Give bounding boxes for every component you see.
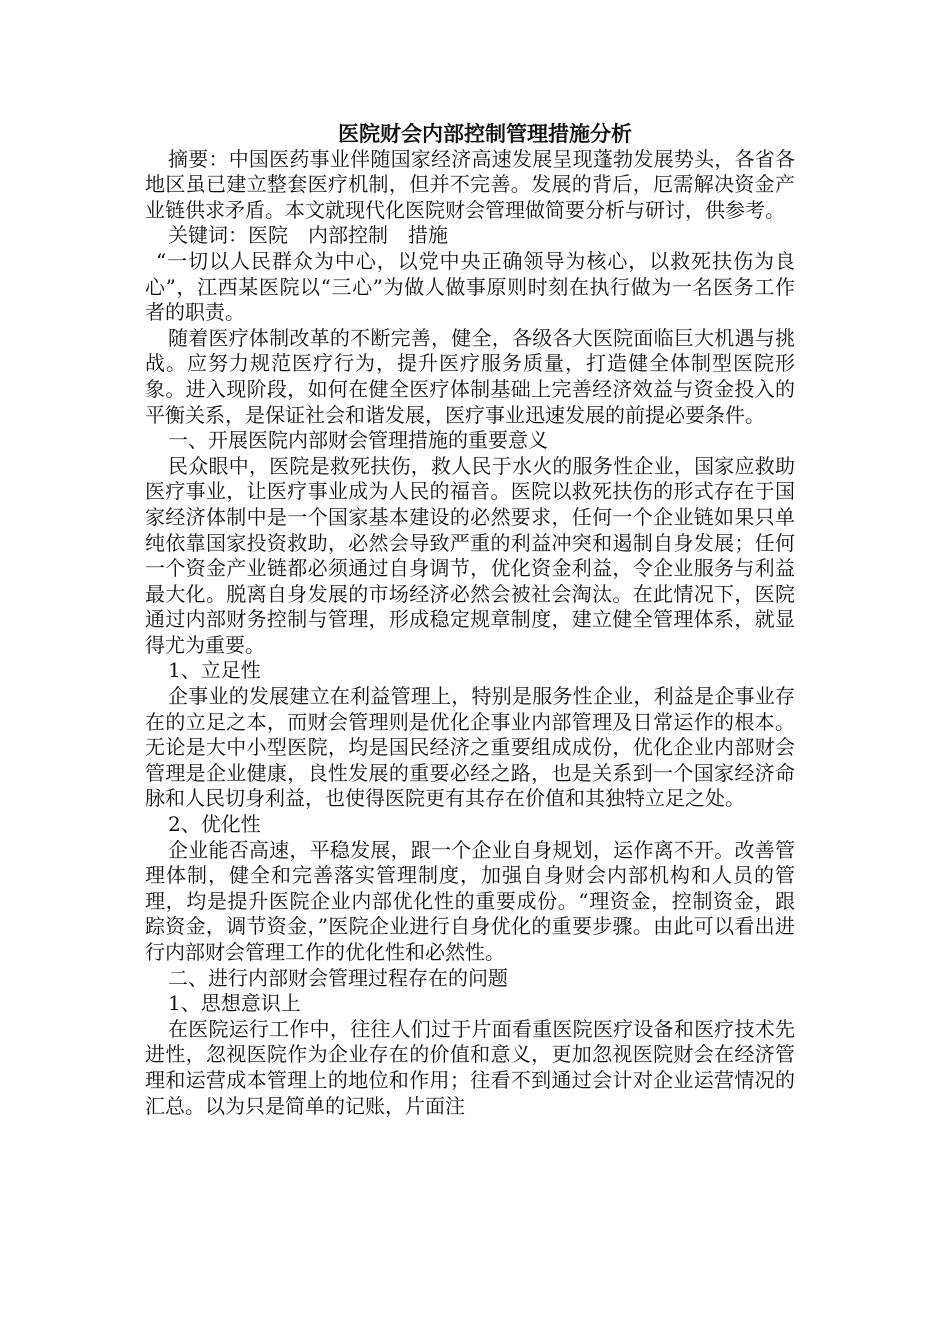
intro-paragraph-2: 随着医疗体制改革的不断完善，健全，各级各大医院面临巨大机遇与挑战。应努力规范医疗行为，提升医疗服务质量，打造健全体制型医院形象。进入现阶段，如何在健全医疗体制基础上完善经济效益与资金投入的平衡关系，是保证社会和谐发展，医疗事业迅速发展的前提必要条件。 [145, 325, 795, 427]
document-title: 医院财会内部控制管理措施分析 [338, 121, 632, 146]
section-1-heading: 一、开展医院内部财会管理措施的重要意义 [168, 428, 548, 453]
subsection-2-paragraph: 企业能否高速，平稳发展，跟一个企业自身规划，运作离不开。改善管理体制，健全和完善落实管理制度，加强自身财会内部机构和人员的管理，均是提升医院企业内部优化性的重要成份。“理资金，控制资金，跟踪资金，调节资金，”医院企业进行自身优化的重要步骤。由此可以看出进行内部财会管理工作的优化性和必然性。 [145, 837, 795, 964]
subsection-1-heading: 1、立足性 [168, 658, 261, 683]
abstract-paragraph: 摘要：中国医药事业伴随国家经济高速发展呈现蓬勃发展势头，各省各地区虽已建立整套医疗机制，但并不完善。发展的背后，厄需解决资金产业链供求矛盾。本文就现代化医院财会管理做简要分析与研讨，供参考。 [145, 146, 795, 222]
section-1-paragraph: 民众眼中，医院是救死扶伤，救人民于水火的服务性企业，国家应救助医疗事业，让医疗事业成为人民的福音。医院以救死扶伤的形式存在于国家经济体制中是一个国家基本建设的必然要求，任何一个企业链如果只单纯依靠国家投资救助，必然会导致严重的利益冲突和遏制自身发展；任何一个资金产业链都必须通过自身调节，优化资金利益，令企业服务与利益最大化。脱离自身发展的市场经济必然会被社会淘汰。在此情况下，医院通过内部财务控制与管理，形成稳定规章制度，建立健全管理体系，就显得尤为重要。 [145, 453, 795, 657]
keywords-line: 关键词：医院 内部控制 措施 [168, 223, 448, 248]
subsection-3-paragraph: 在医院运行工作中，往往人们过于片面看重医院医疗设备和医疗技术先进性，忽视医院作为企业存在的价值和意义，更加忽视医院财会在经济管理和运营成本管理上的地位和作用；往看不到通过会计对企业运营情况的汇总。以为只是简单的记账，片面注 [145, 1016, 795, 1118]
section-2-heading: 二、进行内部财会管理过程存在的问题 [168, 965, 508, 990]
intro-paragraph-1: “一切以人民群众为中心，以党中央正确领导为核心，以救死扶伤为良心”，江西某医院以“三心”为做人做事原则时刻在执行做为一名医务工作者的职责。 [145, 248, 795, 325]
subsection-2-heading: 2、优化性 [168, 812, 261, 837]
document-page [145, 121, 795, 1119]
subsection-1-paragraph: 企事业的发展建立在利益管理上，特别是服务性企业，利益是企事业存在的立足之本，而财会管理则是优化企事业内部管理及日常运作的根本。无论是大中小型医院，均是国民经济之重要组成成份，优化企业内部财会管理是企业健康，良性发展的重要必经之路，也是关系到一个国家经济命脉和人民切身利益，也使得医院更有其存在价值和其独特立足之处。 [145, 684, 795, 811]
subsection-3-heading: 1、思想意识上 [168, 991, 301, 1016]
